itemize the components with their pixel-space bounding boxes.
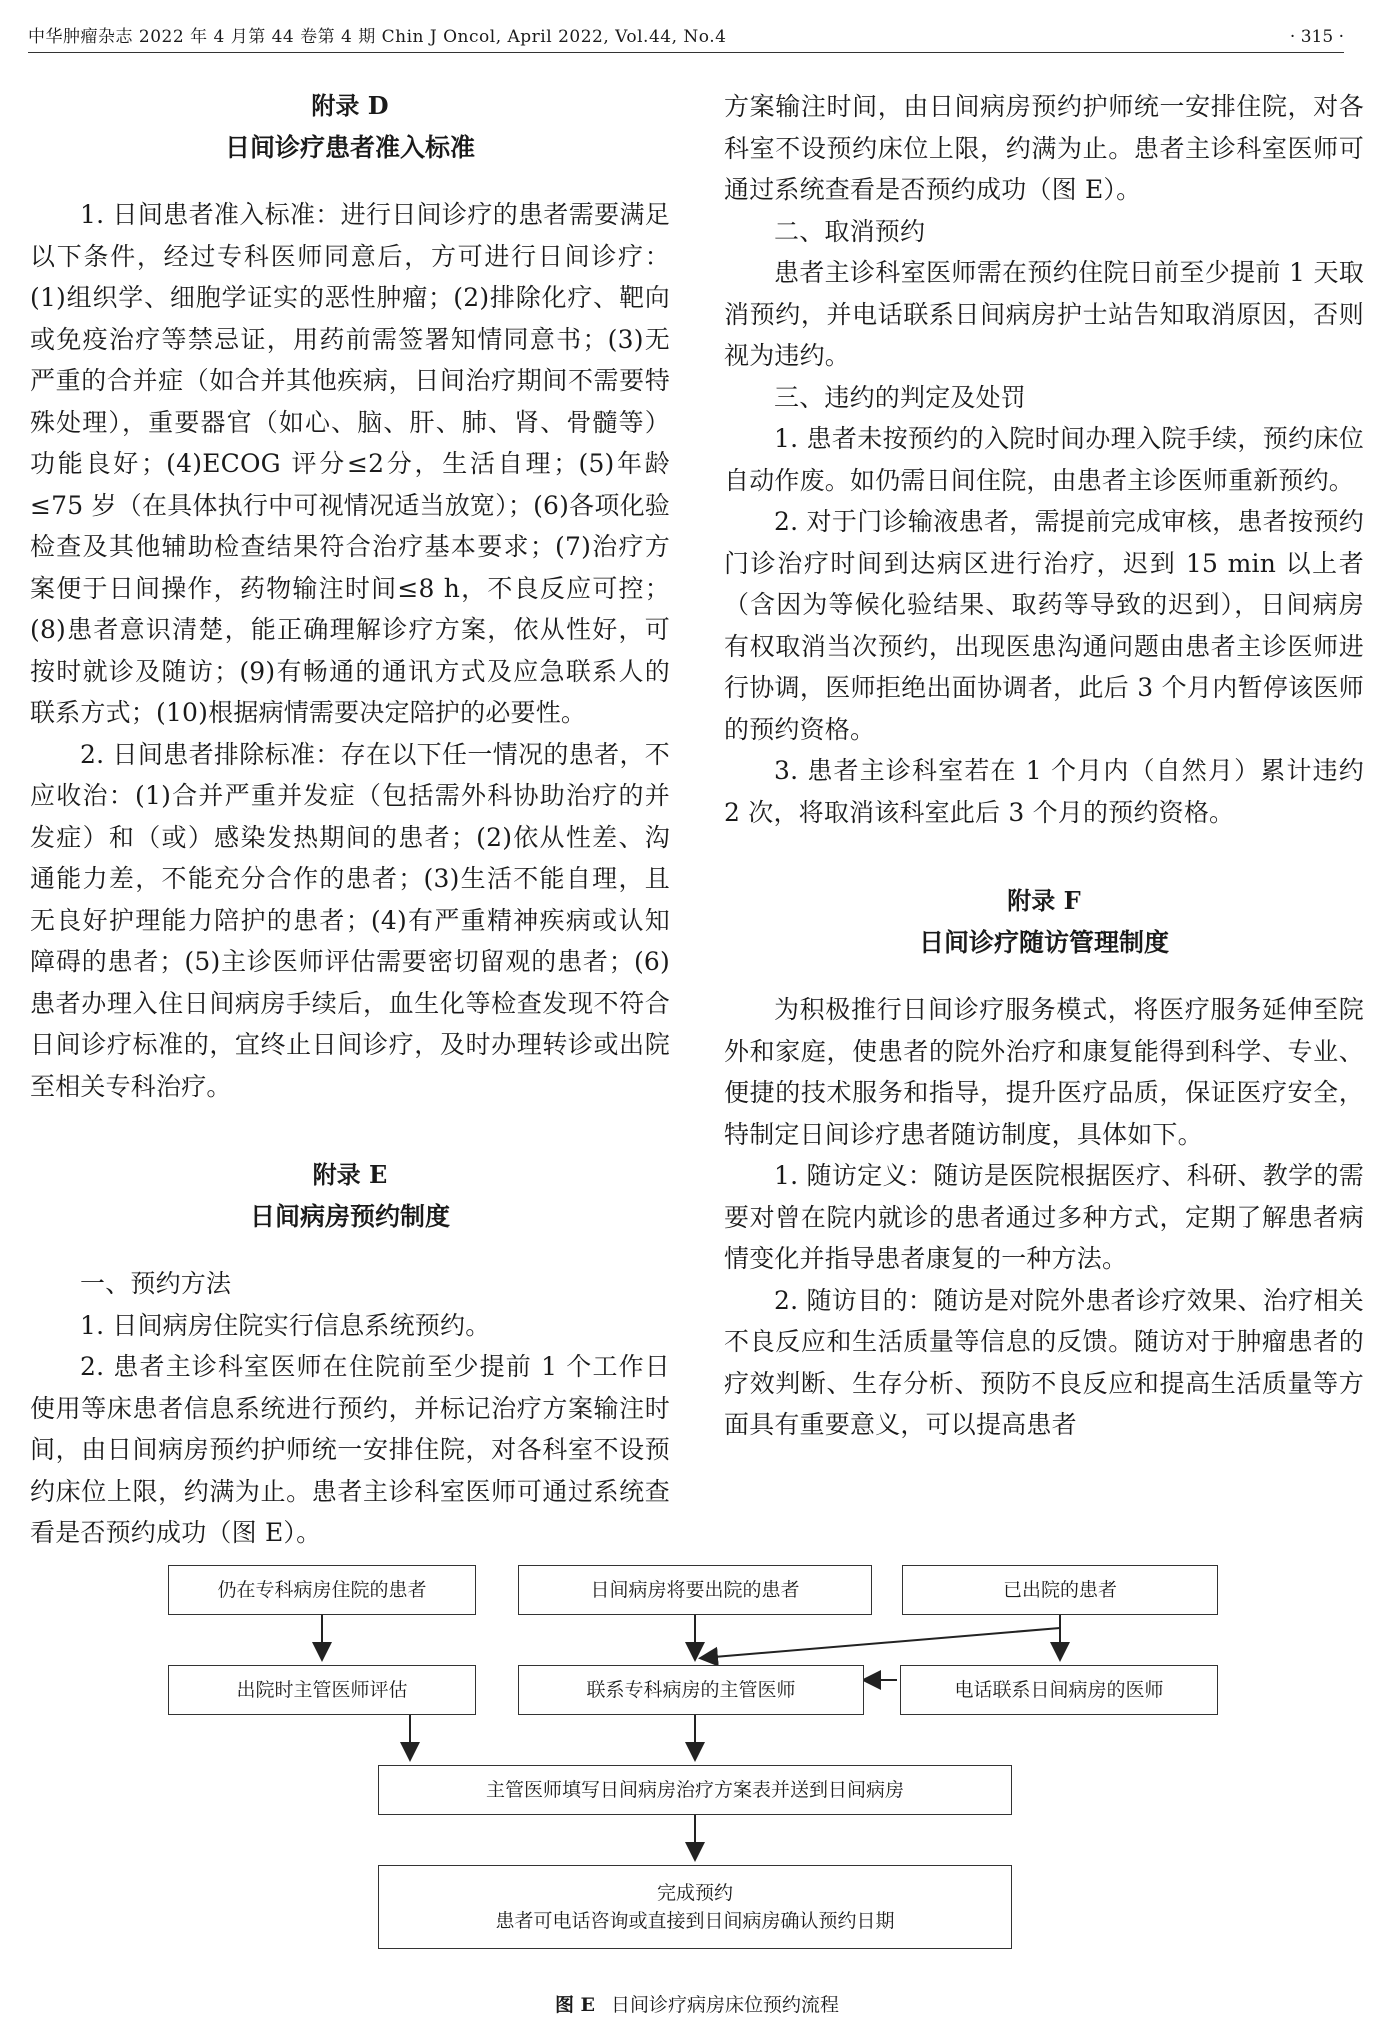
appendix-e-label: 附录 E <box>312 1160 388 1189</box>
journal-citation: 中华肿瘤杂志 2022 年 4 月第 44 卷第 4 期 Chin J Oncol, April 2022, Vol.44, No.4 <box>28 27 727 47</box>
figure-caption <box>0 1990 1394 2017</box>
appendix-e-penalty-3: 3. 患者主诊科室若在 1 个月内（自然月）累计违约 2 次，将取消该科室此后 3 个月的预约资格。 <box>724 756 1364 827</box>
appendix-f-label: 附录 F <box>1007 886 1081 915</box>
complete-booking-note: 患者可电话咨询或直接到日间病房确认预约日期 <box>495 1910 895 1932</box>
flow-box-inpatient: 仍在专科病房住院的患者 <box>168 1565 476 1615</box>
appendix-e-item-1: 1. 日间病房住院实行信息系统预约。 <box>80 1310 491 1340</box>
right-column <box>724 86 1364 1446</box>
appendix-f-title: 日间诊疗随访管理制度 <box>918 928 1169 957</box>
appendix-d-paragraph-1: 1. 日间患者准入标准：进行日间诊疗的患者需要满足以下条件，经过专科医师同意后，方可进行日间诊疗：(1)组织学、细胞学证实的恶性肿瘤；(2)排除化疗、靶向或免疫治疗等禁忌证，用药前需签署知情同意书；(3)无严重的合并症（如合并其他疾病，日间治疗期间不需要特殊处理），重要器官（如心、脑、肝、肺、肾、骨髓等）功能良好；(4)ECOG 评分≤2分，生活自理；(5)年龄≤75 岁（在具体执行中可视情况适当放宽）；(6)各项化验检查及其他辅助检查结果符合治疗基本要求；(7)治疗方案便于日间操作，药物输注时间≤8 h，不良反应可控；(8)患者意识清楚，能正确理解诊疗方案，依从性好，可按时就诊及随访；(9)有畅通的通讯方式及应急联系人的联系方式；(10)根据病情需要决定陪护的必要性。 <box>30 200 670 727</box>
flow-box-fill-plan: 主管医师填写日间病房治疗方案表并送到日间病房 <box>378 1765 1012 1815</box>
complete-booking-title: 完成预约 <box>656 1882 733 1904</box>
appendix-f-definition: 1. 随访定义：随访是医院根据医疗、科研、教学的需要对曾在院内就诊的患者通过多种方式，定期了解患者病情变化并指导患者康复的一种方法。 <box>724 1161 1364 1273</box>
running-header <box>28 22 1344 53</box>
appendix-e-heading-2: 二、取消预约 <box>774 216 926 246</box>
page-number: · 315 · <box>1289 27 1344 47</box>
figure-caption-text: 日间诊疗病房床位预约流程 <box>611 1994 840 2016</box>
flow-box-discharge-evaluation: 出院时主管医师评估 <box>168 1665 476 1715</box>
left-column <box>30 86 670 1547</box>
flow-box-phone-day-ward: 电话联系日间病房的医师 <box>900 1665 1218 1715</box>
appendix-e-item-2: 2. 患者主诊科室医师在住院前至少提前 1 个工作日使用等床患者信息系统进行预约，并标记治疗方案输注时间，由日间病房预约护师统一安排住院，对各科室不设预约床位上限，约满为止。患者主诊科室医师可通过系统查看是否预约成功（图 E）。 <box>30 1352 670 1547</box>
flow-box-complete-booking <box>378 1865 1012 1949</box>
appendix-e-penalty-2: 2. 对于门诊输液患者，需提前完成审核，患者按预约门诊治疗时间到达病区进行治疗，迟到 15 min 以上者（含因为等候化验结果、取药等导致的迟到），日间病房有权取消当次预约，出现医患沟通问题由患者主诊医师进行协调，医师拒绝出面协调者，此后 3 个月内暂停该医师的预约资格。 <box>724 507 1364 744</box>
appendix-e-heading-3: 三、违约的判定及处罚 <box>774 382 1027 412</box>
appendix-e-penalty-1: 1. 患者未按预约的入院时间办理入院手续，预约床位自动作废。如仍需日间住院，由患者主诊医师重新预约。 <box>724 424 1364 495</box>
flow-box-contact-attending: 联系专科病房的主管医师 <box>518 1665 864 1715</box>
appendix-e-cancel-text: 患者主诊科室医师需在预约住院日前至少提前 1 天取消预约，并电话联系日间病房护士站告知取消原因，否则视为违约。 <box>724 258 1364 370</box>
figure-label: 图 E <box>554 1994 596 2016</box>
appendix-d-paragraph-2: 2. 日间患者排除标准：存在以下任一情况的患者，不应收治：(1)合并严重并发症（包括需外科协助治疗的并发症）和（或）感染发热期间的患者；(2)依从性差、沟通能力差，不能充分合作的患者；(3)生活不能自理，且无良好护理能力陪护的患者；(4)有严重精神疾病或认知障碍的患者；(5)主诊医师评估需要密切留观的患者；(6)患者办理入住日间病房手续后，血生化等检查发现不符合日间诊疗标准的，宜终止日间诊疗，及时办理转诊或出院至相关专科治疗。 <box>30 739 670 1101</box>
appendix-f-purpose: 2. 随访目的：随访是对院外患者诊疗效果、治疗相关不良反应和生活质量等信息的反馈。随访对于肿瘤患者的疗效判断、生存分析、预防不良反应和提高生活质量等方面具有重要意义，可以提高患者 <box>724 1285 1364 1439</box>
appendix-f-intro: 为积极推行日间诊疗服务模式，将医疗服务延伸至院外和家庭，使患者的院外治疗和康复能得到科学、专业、便捷的技术服务和指导，提升医疗品质，保证医疗安全，特制定日间诊疗患者随访制度，具体如下。 <box>724 995 1364 1149</box>
flow-box-discharged: 已出院的患者 <box>902 1565 1218 1615</box>
appendix-e-heading-1: 一、预约方法 <box>80 1269 232 1298</box>
booking-flowchart <box>0 1560 1394 1980</box>
arrow-box3-box5 <box>702 1628 1060 1658</box>
flow-box-day-ward-discharge: 日间病房将要出院的患者 <box>518 1565 872 1615</box>
appendix-e-item-2-continued: 方案输注时间，由日间病房预约护师统一安排住院，对各科室不设预约床位上限，约满为止。患者主诊科室医师可通过系统查看是否预约成功（图 E）。 <box>724 92 1364 204</box>
appendix-e-title: 日间病房预约制度 <box>249 1202 450 1231</box>
appendix-d-label: 附录 D <box>311 91 389 120</box>
appendix-d-title: 日间诊疗患者准入标准 <box>224 133 475 162</box>
